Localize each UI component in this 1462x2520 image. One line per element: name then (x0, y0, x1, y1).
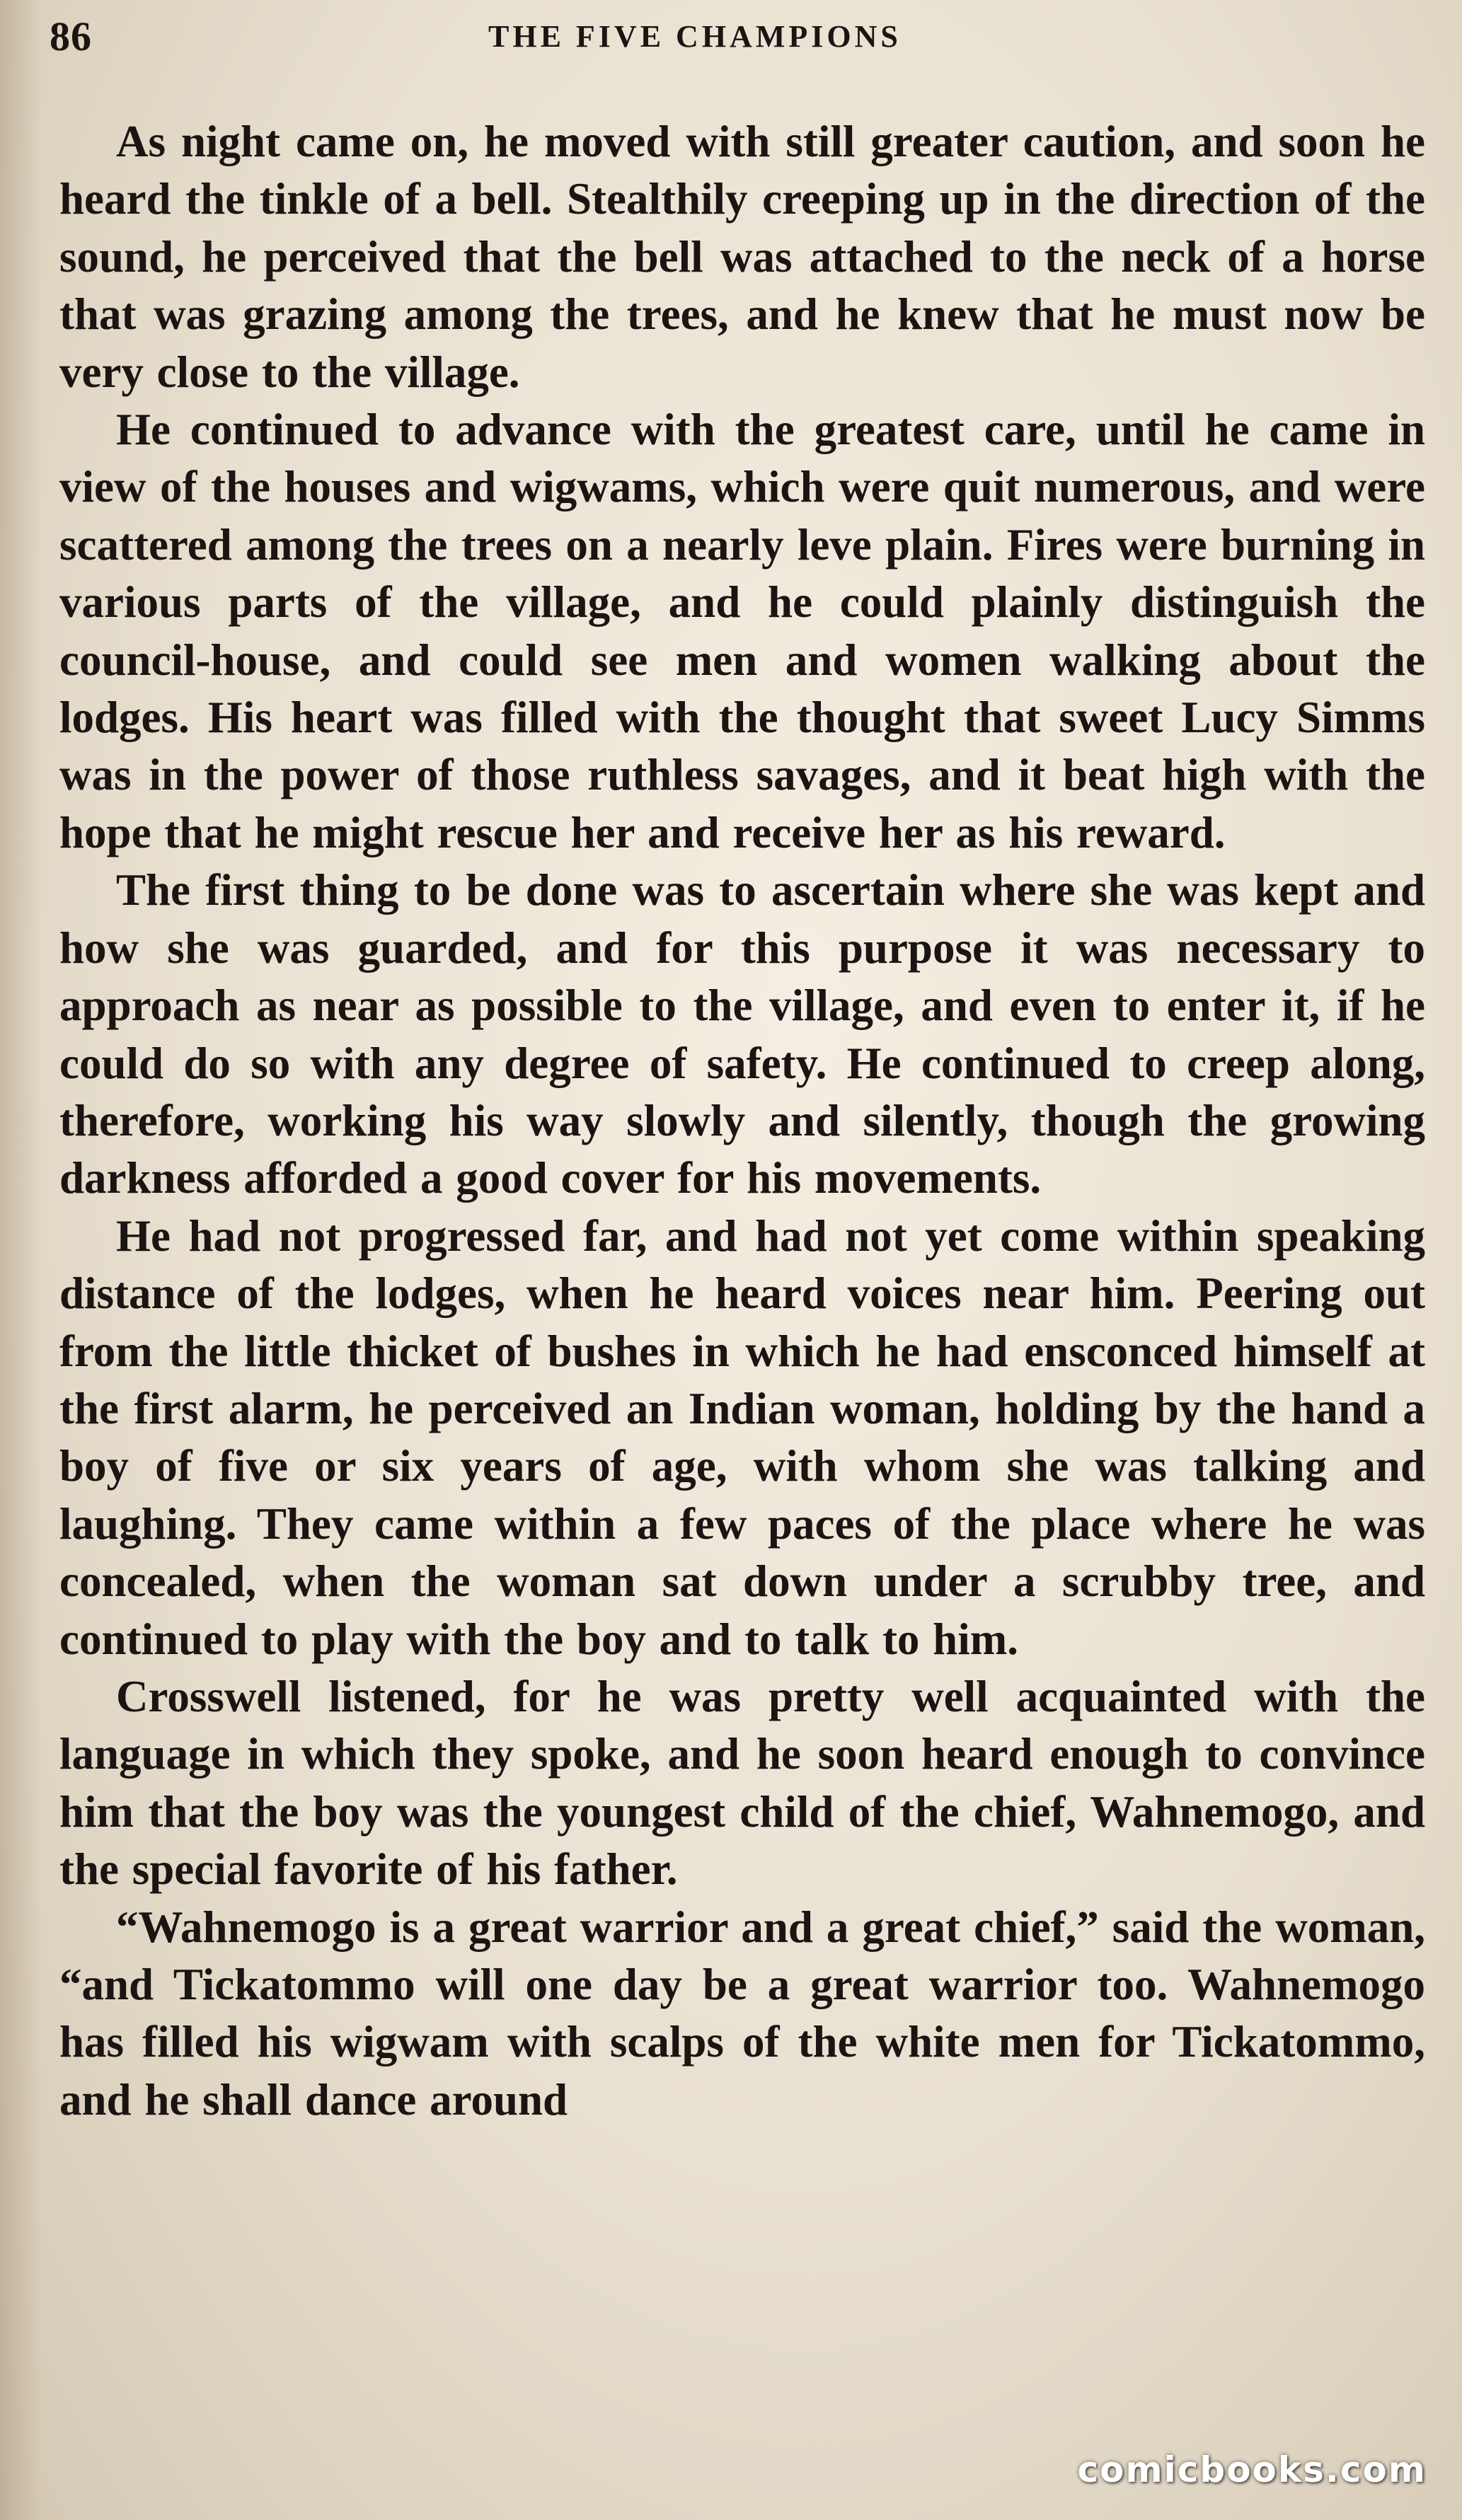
paragraph-5: Crosswell listened, for he was pretty well acquainted with the language in which they spoke, and he soon heard enough to convince him that the boy was the youngest child of the chief, Wahnemogo, and the special favorite of his father. (59, 1671, 1425, 1895)
page-number: 86 (50, 13, 92, 59)
running-head: THE FIVE CHAMPIONS (488, 19, 902, 54)
paragraph-3: The first thing to be done was to ascertain where she was kept and how she was guarded, and for this purpose it was necessary to approach as near as possible to the village, and even to enter it, if he could do so with any degree of safety. He continued to creep along, therefore, working his way slowly and silently, though the growing darkness afforded a good cover for his movements. (59, 865, 1425, 1203)
body-text (59, 113, 1425, 2129)
paragraph-1: As night came on, he moved with still greater caution, and soon he heard the tinkle of a bell. Stealthily creeping up in the direction of the sound, he perceived that the bell was attached to the neck of a horse that was grazing among the trees, and he knew that he must now be very close to the village. (59, 117, 1425, 397)
paragraph-2: He continued to advance with the greatest care, until he came in view of the houses and wigwams, which were quit numerous, and were scattered among the trees on a nearly leve plain. Fires were burning in various parts of the village, and he could plainly distinguish the council-house, and could see men and women walking about the lodges. His heart was filled with the thought that sweet Lucy Simms was in the power of those ruthless savages, and it beat high with the hope that he might rescue her and receive her as his reward. (59, 405, 1425, 857)
watermark: comicbooks.com (1077, 2449, 1427, 2490)
paragraph-6: “Wahnemogo is a great warrior and a great chief,” said the woman, “and Tickatommo will one day be a great warrior too. Wahnemogo has filled his wigwam with scalps of the white men for Tickatommo, and he shall dance around (59, 1902, 1425, 2125)
page-header (50, 13, 1427, 59)
page-edge-shadow (0, 0, 42, 2520)
paragraph-4: He had not progressed far, and had not yet come within speaking distance of the lodges, when he heard voices near him. Peering out from the little thicket of bushes in which he had ensconced himself at the first alarm, he perceived an Indian woman, holding by the hand a boy of five or six years of age, with whom she was talking and laughing. They came within a few paces of the place where he was concealed, when the woman sat down under a scrubby tree, and continued to play with the boy and to talk to him. (59, 1210, 1425, 1664)
